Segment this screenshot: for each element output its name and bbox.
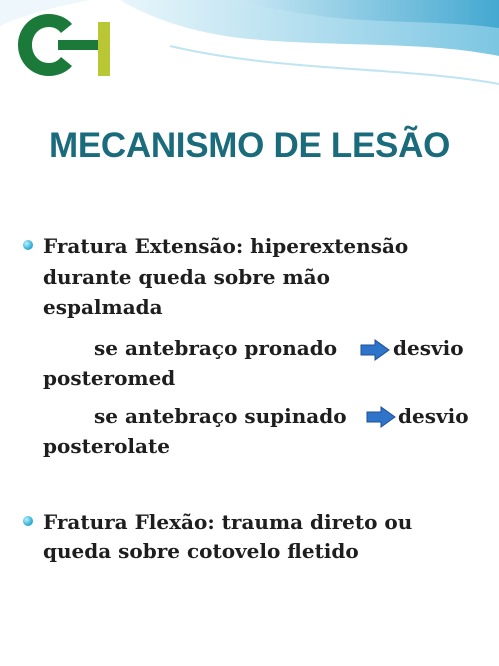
arrow-right-icon: [360, 339, 390, 361]
sub-line: se antebraço pronado: [94, 336, 338, 360]
bullet-icon: [23, 240, 33, 250]
ci-logo: [14, 10, 119, 80]
sub-line: posteromed: [43, 366, 176, 390]
bullet-line: Fratura Flexão: trauma direto ou: [43, 510, 413, 534]
bullet-line: queda sobre cotovelo fletido: [43, 539, 359, 563]
bullet-icon: [23, 516, 33, 526]
bullet-line: Fratura Extensão: hiperextensão: [43, 234, 409, 258]
slide-title: MECANISMO DE LESÃO: [48, 126, 450, 165]
sub-line-result: desvio: [393, 336, 464, 360]
sub-line: posterolate: [43, 434, 170, 458]
arrow-right-icon: [366, 406, 396, 428]
sub-line-result: desvio: [398, 404, 469, 428]
sub-line: se antebraço supinado: [94, 404, 347, 428]
bullet-line: espalmada: [43, 295, 163, 319]
bullet-line: durante queda sobre mão: [43, 265, 330, 289]
